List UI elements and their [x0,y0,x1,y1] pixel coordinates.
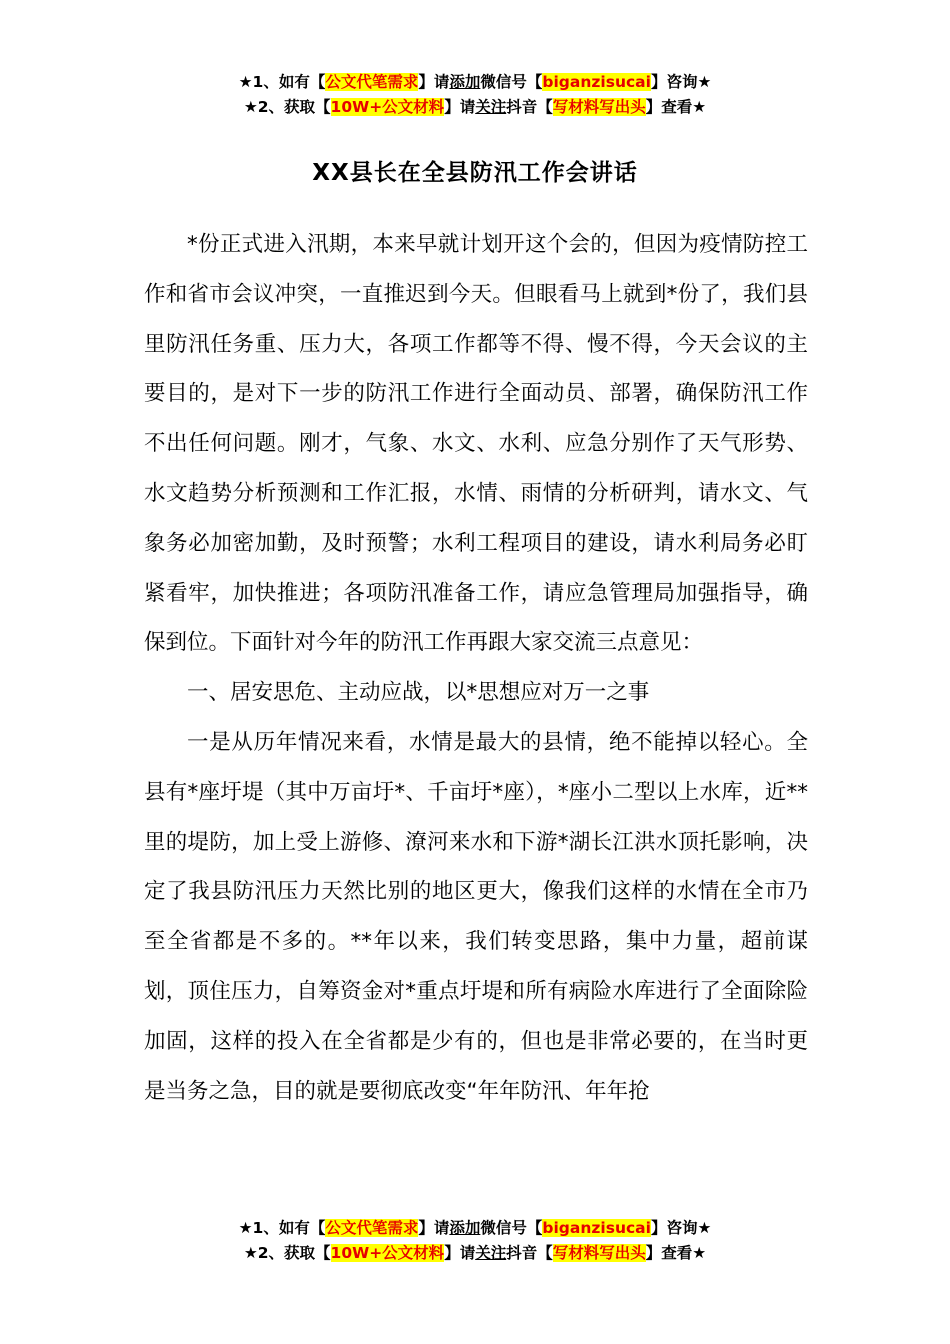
banner-highlight: 10W+公文材料 [330,98,445,116]
banner-text: 】查看★ [645,98,707,116]
banner-text: 】咨询★ [650,73,712,91]
section-heading: 一、居安思危、主动应战，以*思想应对万一之事 [187,680,650,706]
banner-text: 微信号【 [480,1219,543,1237]
banner-text: 】请 [444,98,476,116]
body-paragraph: *份正式进入汛期，本来早就计划开这个会的，但因为疫情防控工作和省市会议冲突，一直推迟到今天。但眼看马上就到*份了，我们县里防汛任务重、压力大，各项工作都等不得、慢不得，今天会议的主要目的，是对下一步的防汛工作进行全面动员、部署，确保防汛工作不出任何问题。刚才，气象、水文、水利、应急分别作了天气形势、水文趋势分析预测和工作汇报，水情、雨情的分析研判，请水文、气象务必加密加勤，及时预警；水利工程项目的建设，请水利局务必盯紧看牢，加快推进；各项防汛准备工作，请应急管理局加强指导，确保到位。下面针对今年的防汛工作再跟大家交流三点意见： [144,232,808,656]
banner-highlight: 公文代笔需求 [325,1219,419,1237]
banner-text: 】咨询★ [650,1219,712,1237]
banner-highlight: 写材料写出头 [552,98,646,116]
body-paragraph: 一是从历年情况来看，水情是最大的县情，绝不能掉以轻心。全县有*座圩堤（其中万亩圩*、千亩圩*座），*座小二型以上水库，近**里的堤防，加上受上游修、潦河来水和下游*湖长江洪水顶托影响，决定了我县防汛压力天然比别的地区更大，像我们这样的水情在全市乃至全省都是不多的。**年以来，我们转变思路，集中力量，超前谋划，顶住压力，自筹资金对*重点圩堤和所有病险水库进行了全面除险加固，这样的投入在全省都是少有的，但也是非常必要的，在当时更是当务之急，目的就是要彻底改变“年年防汛、年年抢 [144,729,808,1104]
document-title: XX县长在全县防汛工作会讲话 [312,160,638,186]
banner-text: 抖音【 [506,98,553,116]
banner-text: 】请 [418,1219,450,1237]
banner-highlight: 写材料写出头 [552,1244,646,1262]
banner-emphasis: 关注 [475,98,507,116]
banner-line-1 [0,70,950,95]
banner-emphasis: 添加 [449,73,481,91]
banner-text: ★2、获取【 [243,1244,331,1262]
banner-line-1 [0,1216,950,1241]
banner-line-2 [0,1241,950,1266]
banner-text: 】查看★ [645,1244,707,1262]
banner-highlight: 10W+公文材料 [330,1244,445,1262]
banner-text: 】请 [418,73,450,91]
banner-line-2 [0,95,950,120]
banner-text: ★2、获取【 [243,98,331,116]
banner-text: 】请 [444,1244,476,1262]
banner-text: ★1、如有【 [238,1219,326,1237]
footer-banner [0,1216,950,1266]
banner-highlight: biganzisucai [542,73,651,91]
banner-text: 抖音【 [506,1244,553,1262]
document-body [144,220,808,1116]
banner-emphasis: 添加 [449,1219,481,1237]
banner-text: 微信号【 [480,73,543,91]
banner-emphasis: 关注 [475,1244,507,1262]
banner-highlight: 公文代笔需求 [325,73,419,91]
header-banner [0,70,950,120]
banner-text: ★1、如有【 [238,73,326,91]
banner-highlight: biganzisucai [542,1219,651,1237]
